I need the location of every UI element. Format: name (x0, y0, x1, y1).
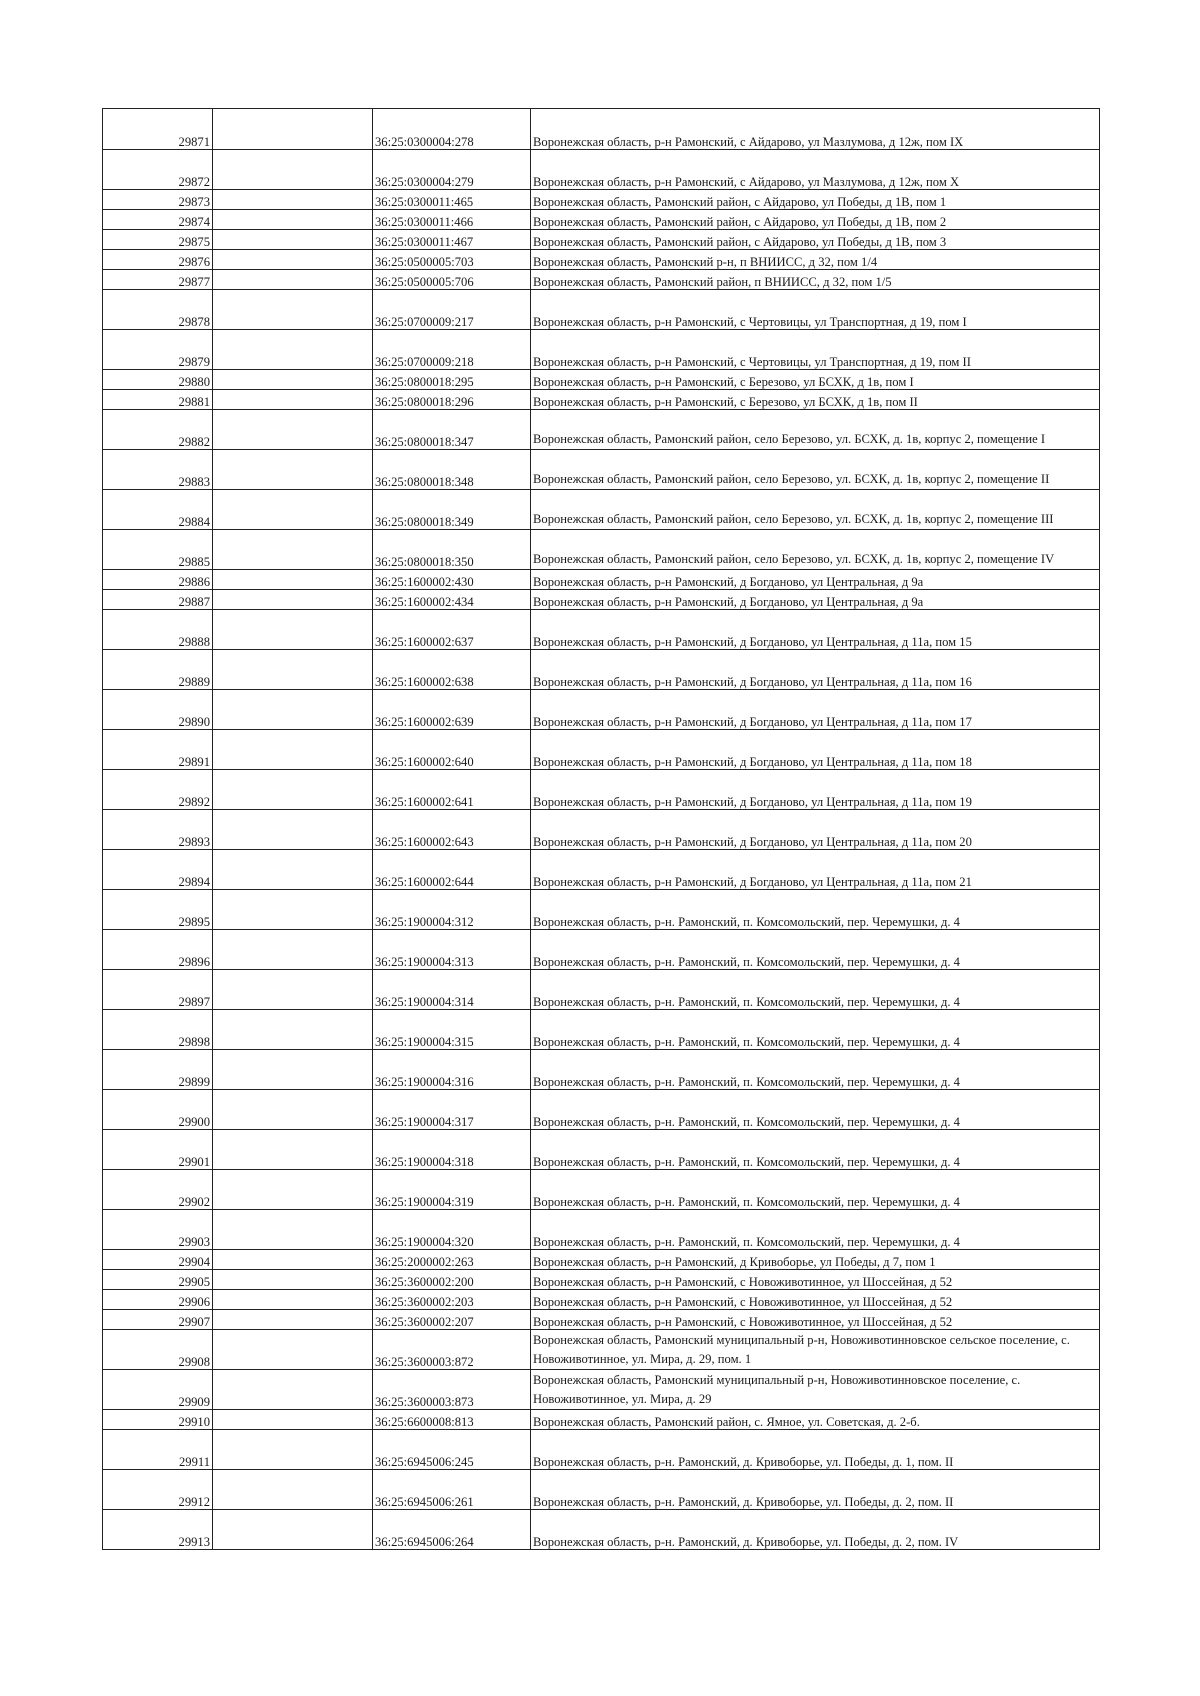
empty-cell (213, 1370, 373, 1410)
row-number-cell: 29910 (103, 1410, 213, 1430)
empty-cell (213, 530, 373, 570)
empty-cell (213, 190, 373, 210)
row-number-cell: 29875 (103, 230, 213, 250)
empty-cell (213, 290, 373, 330)
row-number-cell: 29909 (103, 1370, 213, 1410)
empty-cell (213, 1410, 373, 1430)
row-number-cell: 29899 (103, 1050, 213, 1090)
table-row (103, 850, 1100, 890)
empty-cell (213, 450, 373, 490)
address-cell: Воронежская область, р-н. Рамонский, п. Комсомольский, пер. Черемушки, д. 4 (531, 970, 1100, 1010)
cadastral-number-cell: 36:25:3600003:872 (373, 1330, 531, 1370)
address-cell: Воронежская область, р-н Рамонский, д Богданово, ул Центральная, д 11а, пом 15 (531, 610, 1100, 650)
table-row (103, 410, 1100, 450)
address-cell: Воронежская область, р-н Рамонский, д Богданово, ул Центральная, д 11а, пом 20 (531, 810, 1100, 850)
address-cell: Воронежская область, Рамонский район, с. Ямное, ул. Советская, д. 2-б. (531, 1410, 1100, 1430)
row-number-cell: 29892 (103, 770, 213, 810)
empty-cell (213, 109, 373, 150)
address-cell: Воронежская область, р-н Рамонский, с Новоживотинное, ул Шоссейная, д 52 (531, 1310, 1100, 1330)
row-number-cell: 29911 (103, 1430, 213, 1470)
table-row (103, 1470, 1100, 1510)
table-row (103, 1270, 1100, 1290)
table-row (103, 1310, 1100, 1330)
row-number-cell: 29901 (103, 1130, 213, 1170)
empty-cell (213, 610, 373, 650)
address-cell: Воронежская область, р-н Рамонский, д Богданово, ул Центральная, д 11а, пом 16 (531, 650, 1100, 690)
table-row (103, 1090, 1100, 1130)
cadastral-number-cell: 36:25:1900004:313 (373, 930, 531, 970)
row-number-cell: 29912 (103, 1470, 213, 1510)
registry-table-body (103, 109, 1100, 1550)
address-cell: Воронежская область, р-н. Рамонский, п. Комсомольский, пер. Черемушки, д. 4 (531, 930, 1100, 970)
cadastral-number-cell: 36:25:2000002:263 (373, 1250, 531, 1270)
row-number-cell: 29894 (103, 850, 213, 890)
address-cell: Воронежская область, Рамонский район, село Березово, ул. БСХК, д. 1в, корпус 2, помещение III (531, 490, 1100, 530)
table-row (103, 1330, 1100, 1370)
row-number-cell: 29876 (103, 250, 213, 270)
empty-cell (213, 890, 373, 930)
table-row (103, 1510, 1100, 1550)
empty-cell (213, 650, 373, 690)
empty-cell (213, 810, 373, 850)
row-number-cell: 29906 (103, 1290, 213, 1310)
cadastral-number-cell: 36:25:1900004:314 (373, 970, 531, 1010)
address-cell: Воронежская область, р-н Рамонский, с Новоживотинное, ул Шоссейная, д 52 (531, 1290, 1100, 1310)
cadastral-number-cell: 36:25:0300011:467 (373, 230, 531, 250)
empty-cell (213, 1430, 373, 1470)
table-row (103, 490, 1100, 530)
cadastral-number-cell: 36:25:0800018:349 (373, 490, 531, 530)
empty-cell (213, 570, 373, 590)
cadastral-number-cell: 36:25:1600002:644 (373, 850, 531, 890)
row-number-cell: 29905 (103, 1270, 213, 1290)
address-cell: Воронежская область, р-н Рамонский, д Богданово, ул Центральная, д 9а (531, 570, 1100, 590)
row-number-cell: 29890 (103, 690, 213, 730)
empty-cell (213, 930, 373, 970)
address-cell: Воронежская область, р-н Рамонский, с Чертовицы, ул Транспортная, д 19, пом I (531, 290, 1100, 330)
table-row (103, 250, 1100, 270)
address-cell: Воронежская область, р-н Рамонский, д Богданово, ул Центральная, д 11а, пом 18 (531, 730, 1100, 770)
empty-cell (213, 410, 373, 450)
table-row (103, 290, 1100, 330)
address-cell: Воронежская область, р-н. Рамонский, п. Комсомольский, пер. Черемушки, д. 4 (531, 1130, 1100, 1170)
address-cell: Воронежская область, Рамонский район, п ВНИИСС, д 32, пом 1/5 (531, 270, 1100, 290)
row-number-cell: 29878 (103, 290, 213, 330)
empty-cell (213, 1510, 373, 1550)
address-cell: Воронежская область, р-н Рамонский, д Богданово, ул Центральная, д 11а, пом 19 (531, 770, 1100, 810)
cadastral-number-cell: 36:25:1600002:640 (373, 730, 531, 770)
empty-cell (213, 1330, 373, 1370)
cadastral-number-cell: 36:25:1600002:434 (373, 590, 531, 610)
empty-cell (213, 270, 373, 290)
empty-cell (213, 690, 373, 730)
cadastral-number-cell: 36:25:0500005:706 (373, 270, 531, 290)
empty-cell (213, 850, 373, 890)
row-number-cell: 29872 (103, 150, 213, 190)
row-number-cell: 29874 (103, 210, 213, 230)
empty-cell (213, 730, 373, 770)
cadastral-number-cell: 36:25:3600002:207 (373, 1310, 531, 1330)
address-cell: Воронежская область, Рамонский район, село Березово, ул. БСХК, д. 1в, корпус 2, помещение II (531, 450, 1100, 490)
address-cell: Воронежская область, р-н Рамонский, с Чертовицы, ул Транспортная, д 19, пом II (531, 330, 1100, 370)
address-cell: Воронежская область, Рамонский муниципальный р-н, Новоживотинновское сельское поселение, с. Новоживотинное, ул. Мира, д. 29, пом. 1 (531, 1330, 1100, 1370)
empty-cell (213, 390, 373, 410)
table-row (103, 390, 1100, 410)
row-number-cell: 29898 (103, 1010, 213, 1050)
empty-cell (213, 770, 373, 810)
cadastral-number-cell: 36:25:0700009:218 (373, 330, 531, 370)
address-cell: Воронежская область, р-н Рамонский, с Березово, ул БСХК, д 1в, пом II (531, 390, 1100, 410)
cadastral-number-cell: 36:25:1900004:319 (373, 1170, 531, 1210)
address-cell: Воронежская область, Рамонский район, с Айдарово, ул Победы, д 1В, пом 2 (531, 210, 1100, 230)
address-cell: Воронежская область, Рамонский муниципальный р-н, Новоживотинновское поселение, с. Новоживотинное, ул. Мира, д. 29 (531, 1370, 1100, 1410)
table-row (103, 190, 1100, 210)
address-cell: Воронежская область, р-н Рамонский, д Кривоборье, ул Победы, д 7, пом 1 (531, 1250, 1100, 1270)
cadastral-number-cell: 36:25:6600008:813 (373, 1410, 531, 1430)
row-number-cell: 29883 (103, 450, 213, 490)
address-cell: Воронежская область, р-н Рамонский, д Богданово, ул Центральная, д 11а, пом 21 (531, 850, 1100, 890)
row-number-cell: 29871 (103, 109, 213, 150)
empty-cell (213, 1210, 373, 1250)
table-row (103, 1170, 1100, 1210)
cadastral-number-cell: 36:25:6945006:264 (373, 1510, 531, 1550)
table-row (103, 109, 1100, 150)
row-number-cell: 29895 (103, 890, 213, 930)
cadastral-number-cell: 36:25:0800018:295 (373, 370, 531, 390)
cadastral-number-cell: 36:25:0800018:296 (373, 390, 531, 410)
address-cell: Воронежская область, р-н. Рамонский, п. Комсомольский, пер. Черемушки, д. 4 (531, 1170, 1100, 1210)
table-row (103, 1410, 1100, 1430)
address-cell: Воронежская область, р-н. Рамонский, д. Кривоборье, ул. Победы, д. 2, пом. IV (531, 1510, 1100, 1550)
cadastral-number-cell: 36:25:1900004:317 (373, 1090, 531, 1130)
empty-cell (213, 1130, 373, 1170)
empty-cell (213, 970, 373, 1010)
table-row (103, 150, 1100, 190)
table-row (103, 1210, 1100, 1250)
row-number-cell: 29904 (103, 1250, 213, 1270)
table-row (103, 1250, 1100, 1270)
table-row (103, 230, 1100, 250)
address-cell: Воронежская область, р-н Рамонский, д Богданово, ул Центральная, д 11а, пом 17 (531, 690, 1100, 730)
empty-cell (213, 1290, 373, 1310)
cadastral-number-cell: 36:25:1900004:316 (373, 1050, 531, 1090)
cadastral-number-cell: 36:25:1600002:638 (373, 650, 531, 690)
cadastral-number-cell: 36:25:1600002:639 (373, 690, 531, 730)
table-row (103, 1010, 1100, 1050)
cadastral-number-cell: 36:25:6945006:261 (373, 1470, 531, 1510)
table-row (103, 1290, 1100, 1310)
table-row (103, 210, 1100, 230)
row-number-cell: 29908 (103, 1330, 213, 1370)
row-number-cell: 29903 (103, 1210, 213, 1250)
address-cell: Воронежская область, р-н. Рамонский, п. Комсомольский, пер. Черемушки, д. 4 (531, 1010, 1100, 1050)
empty-cell (213, 1050, 373, 1090)
row-number-cell: 29881 (103, 390, 213, 410)
cadastral-number-cell: 36:25:1600002:430 (373, 570, 531, 590)
table-row (103, 610, 1100, 650)
cadastral-number-cell: 36:25:0700009:217 (373, 290, 531, 330)
address-cell: Воронежская область, р-н. Рамонский, п. Комсомольский, пер. Черемушки, д. 4 (531, 1210, 1100, 1250)
address-cell: Воронежская область, Рамонский район, село Березово, ул. БСХК, д. 1в, корпус 2, помещение I (531, 410, 1100, 450)
table-row (103, 590, 1100, 610)
address-cell: Воронежская область, р-н. Рамонский, д. Кривоборье, ул. Победы, д. 2, пом. II (531, 1470, 1100, 1510)
cadastral-number-cell: 36:25:3600003:873 (373, 1370, 531, 1410)
address-cell: Воронежская область, Рамонский район, село Березово, ул. БСХК, д. 1в, корпус 2, помещение IV (531, 530, 1100, 570)
table-row (103, 930, 1100, 970)
address-cell: Воронежская область, р-н Рамонский, д Богданово, ул Центральная, д 9а (531, 590, 1100, 610)
cadastral-number-cell: 36:25:0500005:703 (373, 250, 531, 270)
row-number-cell: 29877 (103, 270, 213, 290)
table-row (103, 890, 1100, 930)
row-number-cell: 29889 (103, 650, 213, 690)
cadastral-number-cell: 36:25:0300004:278 (373, 109, 531, 150)
address-cell: Воронежская область, р-н. Рамонский, д. Кривоборье, ул. Победы, д. 1, пом. II (531, 1430, 1100, 1470)
empty-cell (213, 150, 373, 190)
address-cell: Воронежская область, р-н Рамонский, с Айдарово, ул Мазлумова, д 12ж, пом X (531, 150, 1100, 190)
table-row (103, 1130, 1100, 1170)
row-number-cell: 29891 (103, 730, 213, 770)
row-number-cell: 29882 (103, 410, 213, 450)
empty-cell (213, 250, 373, 270)
cadastral-number-cell: 36:25:1600002:643 (373, 810, 531, 850)
cadastral-number-cell: 36:25:3600002:200 (373, 1270, 531, 1290)
address-cell: Воронежская область, р-н. Рамонский, п. Комсомольский, пер. Черемушки, д. 4 (531, 1050, 1100, 1090)
table-row (103, 650, 1100, 690)
table-row (103, 530, 1100, 570)
empty-cell (213, 1010, 373, 1050)
table-row (103, 1430, 1100, 1470)
row-number-cell: 29887 (103, 590, 213, 610)
empty-cell (213, 590, 373, 610)
empty-cell (213, 490, 373, 530)
empty-cell (213, 1170, 373, 1210)
empty-cell (213, 1310, 373, 1330)
cadastral-number-cell: 36:25:1600002:637 (373, 610, 531, 650)
table-row (103, 1050, 1100, 1090)
empty-cell (213, 370, 373, 390)
table-row (103, 770, 1100, 810)
table-row (103, 270, 1100, 290)
cadastral-number-cell: 36:25:0800018:350 (373, 530, 531, 570)
cadastral-number-cell: 36:25:0300011:465 (373, 190, 531, 210)
empty-cell (213, 1250, 373, 1270)
cadastral-number-cell: 36:25:1900004:320 (373, 1210, 531, 1250)
empty-cell (213, 1090, 373, 1130)
row-number-cell: 29896 (103, 930, 213, 970)
address-cell: Воронежская область, Рамонский р-н, п ВНИИСС, д 32, пом 1/4 (531, 250, 1100, 270)
cadastral-number-cell: 36:25:1900004:315 (373, 1010, 531, 1050)
row-number-cell: 29900 (103, 1090, 213, 1130)
cadastral-number-cell: 36:25:1900004:312 (373, 890, 531, 930)
row-number-cell: 29907 (103, 1310, 213, 1330)
address-cell: Воронежская область, р-н Рамонский, с Айдарово, ул Мазлумова, д 12ж, пом IX (531, 109, 1100, 150)
empty-cell (213, 1470, 373, 1510)
table-row (103, 370, 1100, 390)
empty-cell (213, 1270, 373, 1290)
cadastral-number-cell: 36:25:1900004:318 (373, 1130, 531, 1170)
empty-cell (213, 330, 373, 370)
address-cell: Воронежская область, р-н. Рамонский, п. Комсомольский, пер. Черемушки, д. 4 (531, 1090, 1100, 1130)
table-row (103, 730, 1100, 770)
cadastral-number-cell: 36:25:0300004:279 (373, 150, 531, 190)
table-row (103, 690, 1100, 730)
table-row (103, 450, 1100, 490)
row-number-cell: 29913 (103, 1510, 213, 1550)
address-cell: Воронежская область, р-н Рамонский, с Новоживотинное, ул Шоссейная, д 52 (531, 1270, 1100, 1290)
cadastral-number-cell: 36:25:6945006:245 (373, 1430, 531, 1470)
table-row (103, 810, 1100, 850)
row-number-cell: 29873 (103, 190, 213, 210)
table-row (103, 570, 1100, 590)
row-number-cell: 29884 (103, 490, 213, 530)
empty-cell (213, 230, 373, 250)
cadastral-number-cell: 36:25:0300011:466 (373, 210, 531, 230)
empty-cell (213, 210, 373, 230)
address-cell: Воронежская область, р-н Рамонский, с Березово, ул БСХК, д 1в, пом I (531, 370, 1100, 390)
row-number-cell: 29879 (103, 330, 213, 370)
row-number-cell: 29893 (103, 810, 213, 850)
cadastral-number-cell: 36:25:1600002:641 (373, 770, 531, 810)
row-number-cell: 29880 (103, 370, 213, 390)
row-number-cell: 29886 (103, 570, 213, 590)
table-row (103, 970, 1100, 1010)
cadastral-number-cell: 36:25:0800018:347 (373, 410, 531, 450)
table-row (103, 1370, 1100, 1410)
document-page (102, 108, 1099, 1550)
row-number-cell: 29885 (103, 530, 213, 570)
table-row (103, 330, 1100, 370)
address-cell: Воронежская область, Рамонский район, с Айдарово, ул Победы, д 1В, пом 3 (531, 230, 1100, 250)
row-number-cell: 29888 (103, 610, 213, 650)
cadastral-number-cell: 36:25:3600002:203 (373, 1290, 531, 1310)
row-number-cell: 29902 (103, 1170, 213, 1210)
registry-table (102, 108, 1100, 1550)
row-number-cell: 29897 (103, 970, 213, 1010)
cadastral-number-cell: 36:25:0800018:348 (373, 450, 531, 490)
address-cell: Воронежская область, Рамонский район, с Айдарово, ул Победы, д 1В, пом 1 (531, 190, 1100, 210)
address-cell: Воронежская область, р-н. Рамонский, п. Комсомольский, пер. Черемушки, д. 4 (531, 890, 1100, 930)
